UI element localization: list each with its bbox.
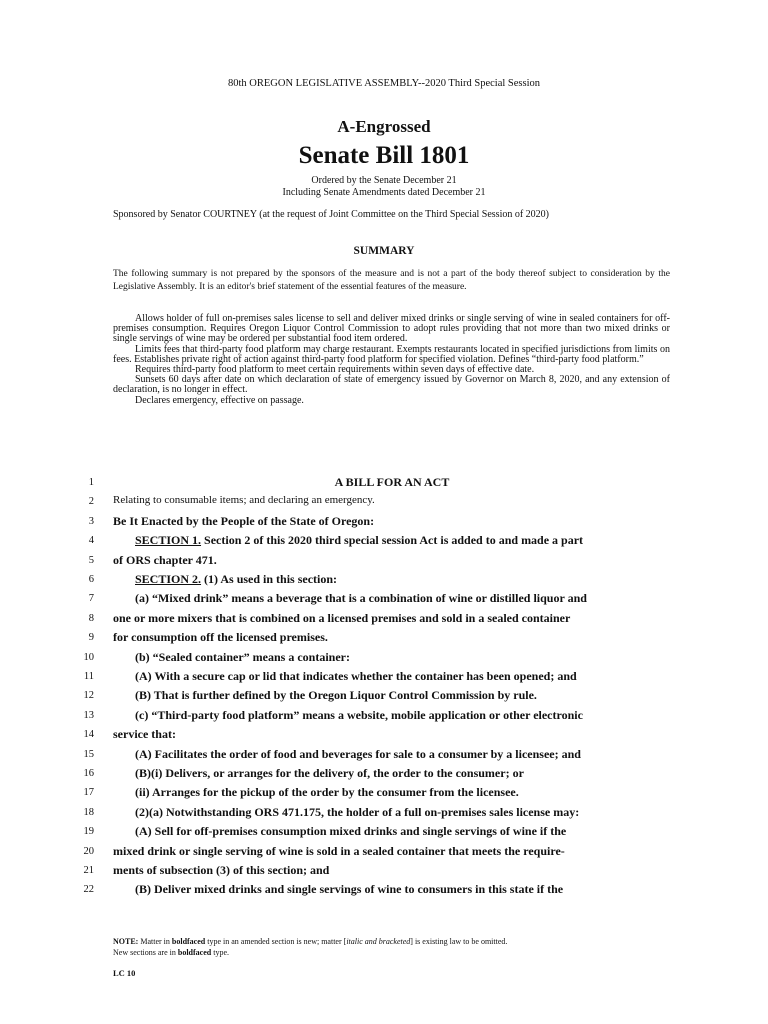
bill-line <box>0 764 768 783</box>
line-number: 12 <box>83 690 94 702</box>
summary-paragraph: Limits fees that third-party food platform may charge restaurant. Exempts restaurants located in specified jurisdictions from limits on fees. Establishes private right of action against third-party food platform for specified violation. Defines “third-party food platform.” <box>113 343 670 365</box>
note-text: New sections are in <box>113 948 178 957</box>
ordered-by <box>0 175 768 198</box>
line-number: 17 <box>83 787 94 799</box>
section-text: Section 2 of this 2020 third special session Act is added to and made a part <box>201 533 584 548</box>
bill-line-text: (B) That is further defined by the Oregon Liquor Control Commission by rule. <box>135 688 537 703</box>
bill-line <box>0 512 768 531</box>
line-number: 3 <box>88 515 94 527</box>
line-number: 9 <box>88 632 94 644</box>
line-number: 22 <box>83 884 94 896</box>
note-line <box>113 947 673 958</box>
line-number: 10 <box>83 651 94 663</box>
bill-line-text: (2)(a) Notwithstanding ORS 471.175, the holder of a full on-premises sales license may: <box>135 804 580 819</box>
act-heading: A BILL FOR AN ACT <box>334 475 450 489</box>
relating-clause: Relating to consumable items; and declaring an emergency. <box>113 494 375 507</box>
bill-line <box>0 745 768 764</box>
assembly-heading: 80th OREGON LEGISLATIVE ASSEMBLY--2020 Third Special Session <box>228 78 540 89</box>
ordered-line: Ordered by the Senate December 21 <box>311 175 457 186</box>
note-text: ] is existing law to be omitted. <box>410 937 508 946</box>
bill-line <box>0 589 768 608</box>
note-text: type in an amended section is new; matter [ <box>205 937 347 946</box>
lc-number: LC 10 <box>113 968 136 978</box>
line-number: 8 <box>88 612 94 624</box>
line-number: 15 <box>83 748 94 760</box>
bill-line <box>0 531 768 550</box>
bill-line-text: (A) Facilitates the order of food and beverages for sale to a consumer by a licensee; and <box>135 746 581 761</box>
bill-line-text: (B)(i) Delivers, or arranges for the delivery of, the order to the consumer; or <box>135 766 524 780</box>
bill-line-text: ments of subsection (3) of this section; and <box>113 863 330 877</box>
note-italic: italic and bracketed <box>346 937 411 946</box>
bill-line-text: one or more mixers that is combined on a licensed premises and sold in a sealed container <box>113 610 571 625</box>
summary-intro: The following summary is not prepared by the sponsors of the measure and is not a part of the body thereof subject to consideration by the Legislative Assembly. It is an editor's brief statement of the essential features of the measure. <box>113 269 670 292</box>
line-number: 2 <box>88 496 94 508</box>
summary-paragraph: Sunsets 60 days after date on which declaration of state of emergency issued by Governor on March 8, 2020, and any extension of declaration, is no longer in effect. <box>113 374 670 396</box>
line-number: 13 <box>83 709 94 721</box>
bill-line <box>0 609 768 628</box>
line-number: 18 <box>83 806 94 818</box>
section-text: (1) As used in this section: <box>201 572 338 586</box>
line-number: 7 <box>88 593 94 605</box>
line-number: 6 <box>88 574 94 585</box>
bill-line-text: (A) Sell for off-premises consumption mixed drinks and single servings of wine if the <box>135 824 567 839</box>
bill-line-text <box>113 533 671 548</box>
bill-line <box>0 822 768 841</box>
note-text: Matter in <box>138 937 172 946</box>
line-number: 19 <box>83 826 94 838</box>
summary-paragraph: Allows holder of full on-premises sales license to sell and deliver mixed drinks or single serving of wine in sealed containers for off-premises consumption. Requires Oregon Liquor Control Commission to adopt rules providing that not more than two mixed drinks or single servings of wine may be ordered per substantial food item ordered. <box>113 313 670 345</box>
line-number: 20 <box>83 845 94 857</box>
bill-line <box>0 706 768 725</box>
bill-line-text: (b) “Sealed container” means a container: <box>135 649 350 664</box>
bill-line <box>0 861 768 880</box>
bill-title: Senate Bill 1801 <box>298 142 470 169</box>
enacting-clause: Be It Enacted by the People of the State of Oregon: <box>113 513 375 528</box>
bill-line <box>0 628 768 647</box>
bill-line-text: for consumption off the licensed premises. <box>113 630 328 645</box>
bill-line-text: (A) With a secure cap or lid that indicates whether the container has been opened; and <box>135 669 577 683</box>
summary-heading: SUMMARY <box>353 245 415 257</box>
bill-line-text: of ORS chapter 471. <box>113 552 217 567</box>
note-line <box>113 936 673 947</box>
summary-paragraph: Requires third-party food platform to meet certain requirements within seven days of effective date. <box>135 364 535 376</box>
engrossed-label: A-Engrossed <box>337 117 431 136</box>
line-number: 1 <box>88 477 94 488</box>
bill-line-text: (ii) Arranges for the pickup of the order by the consumer from the licensee. <box>135 785 519 800</box>
bill-line <box>0 880 768 899</box>
bill-line <box>0 686 768 705</box>
line-number: 5 <box>88 554 94 566</box>
summary-body <box>113 314 670 406</box>
bill-line <box>0 667 768 686</box>
note-label: NOTE: <box>113 937 139 946</box>
section-label: SECTION 1. <box>135 533 202 548</box>
bill-line <box>0 473 768 492</box>
bill-line <box>0 842 768 861</box>
summary-paragraph: Declares emergency, effective on passage. <box>135 394 304 406</box>
bill-line <box>0 551 768 570</box>
note-bold: boldfaced <box>171 937 206 946</box>
bill-line <box>0 783 768 802</box>
bill-line <box>0 570 768 589</box>
note-text: type. <box>211 948 229 957</box>
amendments-line: Including Senate Amendments dated December 21 <box>282 186 486 198</box>
bill-line-text: mixed drink or single serving of wine is sold in a sealed container that meets the require- <box>113 843 565 858</box>
bill-line-text: service that: <box>113 727 176 742</box>
line-number: 14 <box>83 729 94 741</box>
bill-line <box>0 492 768 511</box>
note-bold: boldfaced <box>177 948 212 957</box>
bill-line-text: (B) Deliver mixed drinks and single servings of wine to consumers in this state if the <box>135 882 564 897</box>
bill-line-text <box>113 572 671 587</box>
bill-line-text: (a) “Mixed drink” means a beverage that is a combination of wine or distilled liquor and <box>135 591 587 606</box>
line-number: 16 <box>83 768 94 779</box>
line-number: 4 <box>88 535 94 547</box>
bill-line <box>0 725 768 744</box>
sponsor-line: Sponsored by Senator COURTNEY (at the request of Joint Committee on the Third Special Session of 2020) <box>113 209 550 220</box>
bill-line <box>0 648 768 667</box>
line-number: 11 <box>83 671 94 682</box>
line-number: 21 <box>83 865 94 876</box>
bill-line <box>0 803 768 822</box>
bill-line-text: (c) “Third-party food platform” means a website, mobile application or other electronic <box>135 707 583 722</box>
footer-note <box>113 936 673 958</box>
section-label: SECTION 2. <box>135 572 202 586</box>
